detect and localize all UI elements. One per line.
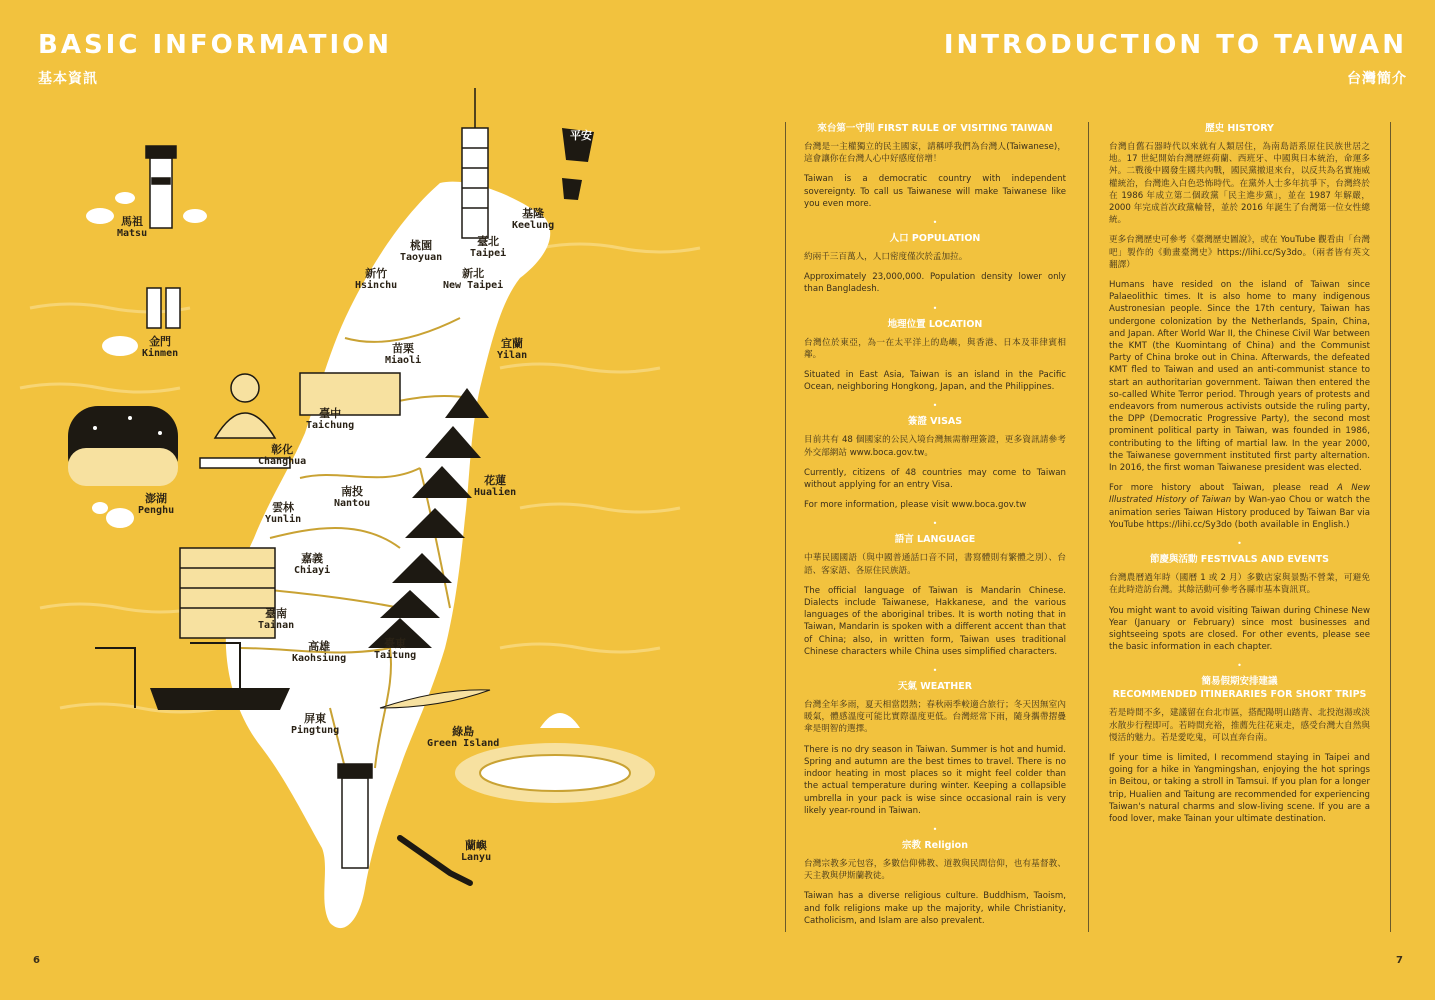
kinmen-island-shape: [102, 336, 138, 356]
eluanbi-lighthouse-icon: [338, 764, 372, 868]
kinmen-liquor-icon: [147, 288, 180, 328]
section-text: 台灣農曆過年時（國曆 1 或 2 月）多數店家與景點不營業，可避免在此時造訪台灣。其餘活動可參考各縣市基本資訊頁。: [1109, 573, 1370, 596]
section-text: If your time is limited, I recommend staying in Taipei and going for a hike in Yangmingshan, enjoying the hot springs in Beitou, or taking a stroll in Tamsui. If you plan for a longer trip, Hualien and Taitung are recommended for experiencing Taiwan's natural charms and slow-living scene. If you are a food lover, make Tainan your ultimate destination.: [1109, 752, 1370, 824]
section-heading: 語言 LANGUAGE: [894, 534, 976, 546]
place-label: 花蓮 Hualien: [474, 474, 517, 498]
section-heading: 來台第一守則 FIRST RULE OF VISITING TAIWAN: [817, 123, 1053, 134]
place-label: 彰化 Changhua: [258, 443, 307, 467]
section-text: 約兩千三百萬人，人口密度僅次於孟加拉。: [804, 252, 968, 263]
place-label: 基隆 Keelung: [512, 207, 555, 231]
place-label: 新北 New Taipei: [443, 267, 504, 291]
section-text: 台灣是一主權獨立的民主國家，請稱呼我們為台灣人(Taiwanese)，這會讓你在台灣人心中好感度倍增！: [804, 142, 1066, 165]
section-heading: 人口 POPULATION: [889, 233, 981, 245]
cargo-ship-icon: [150, 688, 290, 710]
separator-dot: •: [932, 519, 938, 529]
place-label: 臺南 Tainan: [258, 607, 295, 631]
place-label: 宜蘭 Yilan: [497, 337, 528, 361]
info-column-2: [1109, 122, 1370, 833]
section-text: Humans have resided on the island of Taiwan since Palaeolithic times. It is also home to many indigenous Austronesian people. Since the 17th century, Taiwan has undergone colonization by the Netherlands, Spain, China, and Japan. After World War II, the Chinese Civil War between the KMT (the Kuomintang of China) and the Communist Party of China broke out in China. Afterwards, the defeated KMT fled to Taiwan and used an anti-communist stance to start an authoritarian government. Taiwan then entered the so-called White Terror period. Through years of protests and endeavors from numerous activists outside the ruling party, the DPP (Democratic Progressive Party), the second most prominent political party in Taiwan, was founded in 1986, contributing to the lifting of martial law. In the year 2000, the Taiwanese government instituted first party alternation. In 2016, the first woman Taiwanese president was elected.: [1109, 280, 1370, 474]
place-label: 臺東 Taitung: [374, 637, 417, 661]
place-label: 馬祖 Matsu: [117, 215, 148, 239]
column-rule-left: [785, 122, 786, 932]
separator-dot: •: [1237, 539, 1242, 549]
info-column-1: [804, 122, 1066, 935]
section-text: For more history about Taiwan, please read A New Illustrated History of Taiwan by Wan-yao Chou or watch the animation series Taiwan History produced by Taiwan Bar via YouTube https://lihi.cc/Sy3do (both available in English.): [1109, 483, 1370, 530]
left-page-title: BASIC INFORMATION: [38, 30, 393, 60]
place-label: 苗栗 Miaoli: [385, 342, 422, 366]
place-label: 新竹 Hsinchu: [355, 267, 398, 291]
right-page-title: INTRODUCTION TO TAIWAN: [943, 30, 1407, 60]
section-text: For more information, please visit www.boca.gov.tw: [804, 500, 1027, 511]
place-label: 雲林 Yunlin: [265, 501, 302, 525]
section-text: Taiwan has a diverse religious culture. Buddhism, Taoism, and folk religions make up the majority, while Christianity, Catholicism, and Islam are also prevalent.: [804, 891, 1066, 926]
column-rule-right: [1390, 122, 1391, 932]
page-number-right: 7: [1396, 955, 1403, 966]
section-text: Taiwan is a democratic country with independent sovereignty. To call us Taiwanese will make Taiwanese like you even more.: [804, 174, 1066, 209]
place-label: 桃園 Taoyuan: [400, 239, 443, 263]
penghu-islands-shape: [92, 502, 134, 528]
section-text: You might want to avoid visiting Taiwan during Chinese New Year (January or February) since most businesses and sightseeing spots are closed. For other events, please see the basic information in each chapter.: [1109, 605, 1370, 653]
section-text: 若是時間不多，建議留在台北市區，搭配陽明山踏青、北投泡湯或淡水散步行程即可。若時間充裕，推薦先往花東走，感受台灣大自然與慢活的魅力。若是愛吃鬼，可以直奔台南。: [1109, 708, 1370, 743]
diver-icon: [400, 838, 470, 883]
lantern-text: 平安: [570, 129, 592, 142]
map-illustration: [0, 88, 720, 988]
section-text: There is no dry season in Taiwan. Summer is hot and humid. Spring and autumn are the best times to travel. There is no indoor heating in most places so it might feel colder than the actual temperature during winter. Keeping a collapsible umbrella in your pack is wise since occasional rain is very likely year-round in Taiwan.: [804, 744, 1066, 816]
section-text: 更多台灣歷史可參考《臺灣歷史圖說》，或在 YouTube 觀看由「台灣吧」製作的《動畫臺灣史》https://lihi.cc/Sy3do。（兩者皆有英文翻譯）: [1109, 235, 1370, 270]
section-text: The official language of Taiwan is Mandarin Chinese. Dialects include Taiwanese, Hakkanese, and the various languages of the aboriginal tribes. It is worth noting that in Taiwan, Mandarin is spoken with a different accent than that of China; also, in written form, Taiwan uses traditional Chinese characters while China uses simplified characters.: [804, 585, 1066, 657]
section-heading: 地理位置 LOCATION: [887, 318, 983, 330]
place-label: 澎湖 Penghu: [138, 492, 175, 516]
matsu-lighthouse-icon: [146, 146, 176, 228]
place-label: 南投 Nantou: [334, 485, 371, 509]
penghu-night-scene: [68, 406, 178, 486]
section-text: 中華民國國語（與中國普通話口音不同，書寫體則有繁體之別）、台語、客家語、各原住民族語。: [804, 553, 1066, 576]
section-text: Situated in East Asia, Taiwan is an island in the Pacific Ocean, neighboring Hongkong, Japan, and the Philippines.: [804, 370, 1066, 393]
place-label: 高雄 Kaohsiung: [292, 640, 347, 664]
separator-dot: •: [1237, 661, 1242, 671]
right-page-subtitle: 台灣簡介: [1347, 71, 1407, 87]
separator-dot: •: [932, 401, 938, 411]
place-label: 嘉義 Chiayi: [294, 552, 331, 576]
section-text: 台灣位於東亞，為一在太平洋上的島嶼，與香港、日本及菲律賓相鄰。: [804, 337, 1066, 360]
section-heading: 簡易假期安排建議 RECOMMENDED ITINERARIES FOR SHORT TRIPS: [1112, 676, 1367, 701]
section-heading: 簽證 VISAS: [907, 416, 963, 428]
section-text: 目前共有 48 個國家的公民入境台灣無需辦理簽證，更多資訊請參考外交部網站 www.boca.gov.tw。: [804, 435, 1066, 458]
place-label: 綠島 Green Island: [427, 725, 500, 749]
taipei-101-icon: [462, 88, 488, 238]
taiwan-map: [0, 88, 720, 988]
section-text: Currently, citizens of 48 countries may come to Taiwan without applying for an entry Visa.: [804, 467, 1066, 491]
section-heading: 天氣 WEATHER: [897, 681, 973, 693]
column-rule-middle: [1088, 122, 1089, 932]
book-title: A New Illustrated History of Taiwan: [1109, 483, 1370, 506]
section-heading: 歷史 HISTORY: [1205, 123, 1274, 134]
section-heading: 宗教 Religion: [902, 839, 968, 851]
page-number-left: 6: [33, 955, 40, 966]
section-text: Approximately 23,000,000. Population density lower only than Bangladesh.: [804, 272, 1066, 295]
place-label: 臺北 Taipei: [470, 235, 507, 259]
place-label: 蘭嶼 Lanyu: [461, 839, 492, 863]
separator-dot: •: [932, 666, 938, 676]
place-label: 屏東 Pingtung: [291, 712, 340, 736]
separator-dot: •: [932, 303, 938, 313]
section-text: 台灣自舊石器時代以來就有人類居住，為南島語系原住民族世居之地。17 世紀開始台灣歷經荷蘭、西班牙、中國與日本統治，命運多舛。二戰後中國發生國共內戰，國民黨撤退來台，以反共為名實施威權統治，台灣進入白色恐怖時代。在黨外人士多年抗爭下，台灣終於在 1986 年成立第二個政黨「民主進步黨」，並在 1987 年解嚴，2000 年完成首次政黨輪替，並於 2016 年誕生了台灣第一位女性總統。: [1109, 142, 1370, 226]
left-page-subtitle: 基本資訊: [38, 71, 98, 87]
separator-dot: •: [932, 824, 938, 834]
section-text: 台灣全年多雨，夏天相當悶熱；春秋兩季較適合旅行；冬天因無室內暖氣，體感溫度可能比實際溫度更低。台灣經常下雨，隨身攜帶摺疊傘是明智的選擇。: [804, 700, 1066, 735]
separator-dot: •: [932, 218, 938, 228]
section-heading: 節慶與活動 FESTIVALS AND EVENTS: [1149, 554, 1329, 566]
place-label: 臺中 Taichung: [306, 407, 355, 431]
section-text: 台灣宗教多元包容，多數信仰佛教、道教與民間信仰，也有基督教、天主教與伊斯蘭教徒。: [804, 858, 1066, 882]
place-label: 金門 Kinmen: [142, 335, 179, 359]
